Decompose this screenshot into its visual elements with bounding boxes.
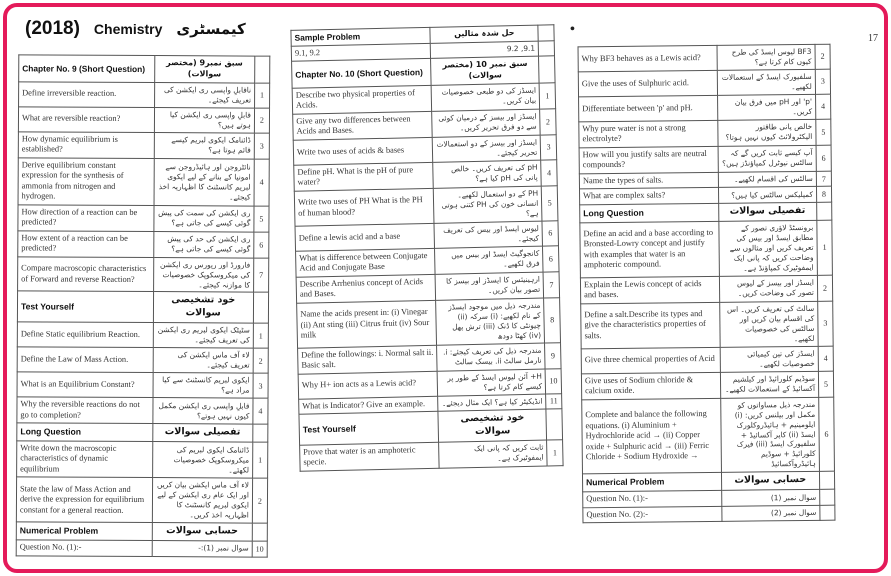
subject-title: Chemistry	[93, 21, 163, 37]
question-text-english: Define an acid and a base according to Bronsted-Lowry concept and justify with examples that water is an amphoteric compound.	[580, 221, 719, 277]
question-text-urdu: تفصیلی سوالات	[718, 202, 816, 221]
question-text-english: How will you justify salts are neutral compounds?	[579, 146, 718, 173]
question-text-english: Compare macroscopic characteristics of Forward and reverse Reaction?	[18, 256, 154, 292]
question-text-english: Explain the Lewis concept of acids and bases.	[580, 276, 719, 303]
question-text-english: Give uses of Sodium chloride & calcium oxide.	[581, 372, 720, 399]
question-text-english: Why BF3 behaves as a Lewis acid?	[578, 45, 717, 71]
question-number: 3	[253, 373, 268, 398]
question-number: 10	[252, 541, 267, 557]
question-number: 6	[542, 221, 558, 246]
question-number	[538, 25, 554, 41]
question-text-english: Define a lewis acid and a base	[295, 223, 435, 251]
question-row	[581, 301, 833, 349]
question-number: 3	[818, 301, 834, 346]
question-row	[17, 397, 268, 424]
question-number: 2	[254, 108, 269, 133]
question-text-english: Define the Law of Mass Action.	[17, 347, 153, 373]
question-text-urdu: ایسڈز اور بیسز کے لیوس تصور کی وضاحت کریں۔	[719, 275, 818, 302]
question-row	[580, 220, 833, 278]
column-chapter-10-continued	[578, 44, 836, 524]
question-row	[579, 94, 831, 122]
question-text-urdu: خود تشخیصی سوالات	[438, 409, 546, 442]
question-text-urdu: سوال نمبر (1):-	[152, 541, 252, 557]
chapter-header-row	[19, 55, 270, 83]
question-row	[294, 186, 558, 226]
question-number: 4	[254, 159, 269, 206]
question-number: 2	[252, 478, 267, 523]
question-text-urdu: حسابی سوالات	[721, 472, 819, 491]
question-row	[583, 505, 835, 523]
question-text-urdu: حل شدہ مثالیں	[430, 25, 538, 43]
question-text-urdu: فارورڈ اور ریورس ری ایکشن کی میکروسکوپک خصوصیات کا موازنہ کیجئے۔	[153, 257, 254, 292]
question-number: 3	[254, 133, 269, 159]
question-text-english: Question No. (1):-	[16, 540, 152, 556]
question-text-english: Numerical Problem	[16, 522, 152, 541]
question-text-urdu: ایکوی لبریم کانسٹنٹ سے کیا مراد ہے؟	[153, 373, 254, 398]
question-text-english: Give the uses of Sulphuric acid.	[578, 70, 717, 96]
question-text-urdu: آپ کیسے ثابت کریں گے کہ سالٹس نیوٹرل کمپاؤنڈز ہیں؟	[718, 145, 817, 172]
question-text-english: Why the reversible reactions do not go to completion?	[17, 397, 153, 424]
question-text-urdu: ایسڈز اور بیسز کے دو استعمالات تحریر کیجئے۔	[433, 135, 541, 162]
question-text-english: Prove that water is an amphoteric specie.	[300, 442, 440, 471]
question-text-english: State the law of Mass Action and derive the expression for equilibrium constant for a general reaction.	[16, 477, 152, 523]
question-text-english: 9.1, 9.2	[291, 43, 431, 61]
question-row	[582, 397, 835, 475]
question-text-english: Numerical Problem	[582, 473, 721, 492]
question-text-english: Give three chemical properties of Acid	[581, 347, 720, 373]
question-text-urdu: ارہینیئس کا ایسڈز اور بیسز کا تصور بیان کریں۔	[435, 272, 543, 300]
question-text-urdu: سوال نمبر (1)	[721, 490, 819, 507]
question-text-urdu: سوڈیم کلورائیڈ اور کیلشیم آکسائیڈ کے استعمالات لکھیے۔	[720, 371, 819, 398]
question-text-urdu: 9.1, 9.2	[431, 41, 539, 59]
question-row	[581, 346, 833, 374]
question-text-urdu: خالص پانی طاقتور الیکٹرولائٹ کیوں نہیں ہوتا؟	[717, 119, 816, 146]
question-text-urdu: ثابت کریں کہ پانی ایک ایمفوٹیرک ہے۔	[439, 440, 547, 468]
question-text-urdu: pH کی تعریف کریں۔ خالص پانی کی pH کیا ہے؟	[433, 160, 541, 188]
question-text-urdu: برونسٹڈ لاؤری تصور کے مطابق ایسڈ اور بیس کی تعریف کریں اور مثالوں سے وضاحت کریں کہ پانی ایک ایمفوٹیرک کمپاؤنڈ ہے۔	[718, 220, 817, 276]
question-number	[819, 472, 834, 490]
question-number: 1	[539, 83, 555, 109]
question-row	[297, 298, 561, 348]
question-text-english: What is Indicator? Give an example.	[299, 396, 439, 414]
question-text-urdu: ناقابلِ واپسی ری ایکشن کی تعریف کیجئے۔	[154, 82, 255, 107]
question-number: 4	[815, 94, 830, 119]
question-text-english: Test Yourself	[17, 291, 153, 322]
question-number: 1	[253, 323, 268, 348]
question-number: 1	[547, 440, 563, 466]
question-number: 1	[253, 442, 268, 479]
question-text-urdu: مندرجہ ذیل مساواتوں کو مکمل اور بیلنس کریں: (i) ایلومینیم + ہائیڈروکلورک ایسڈ (ii) کاپر آکسائیڈ + سلفیورک ایسڈ (iii) فیرک کلورائیڈ + سوڈیم ہائیڈروآکسائیڈ	[720, 397, 819, 473]
question-text-english: Long Question	[580, 203, 719, 222]
question-text-english: Chapter No. 10 (Short Question)	[292, 59, 432, 89]
question-text-english: Define irreversible reaction.	[19, 81, 155, 107]
question-text-english: Define pH. What is the pH of pure water?	[294, 162, 434, 191]
question-text-urdu: BF3 لیوس ایسڈ کی طرح کیوں کام کرتا ہے؟	[717, 44, 816, 70]
column-chapter-9	[16, 54, 271, 557]
question-number	[252, 523, 267, 541]
question-row	[17, 441, 268, 479]
question-text-english: Sample Problem	[291, 27, 431, 46]
question-number: 2	[815, 44, 830, 69]
page-frame	[3, 3, 888, 573]
question-number: 7	[816, 171, 831, 187]
question-row	[18, 131, 269, 158]
exam-year: (2018)	[25, 18, 80, 39]
question-number: 3	[815, 69, 830, 94]
question-text-english: Write down the macroscopic characteristics of dynamic equilibrium	[17, 441, 153, 478]
question-number: 5	[254, 206, 269, 232]
question-text-urdu: ایسڈز اور بیسز کے درمیان کوئی سے دو فرق تحریر کریں۔	[432, 109, 540, 137]
question-text-english: How direction of a reaction can be predicted?	[18, 204, 154, 231]
question-number: 4	[541, 160, 557, 186]
question-text-english: Define the followings: i. Normal salt ii. Basic salt.	[298, 345, 438, 374]
question-row	[18, 230, 269, 257]
question-number: 6	[254, 232, 269, 258]
question-row	[578, 69, 830, 97]
question-text-urdu: ڈائنامک ایکوی لبریم کیسے قائم ہوتا ہے؟	[154, 132, 255, 159]
question-number	[253, 293, 268, 324]
question-number: 2	[817, 275, 832, 301]
question-text-english: Name the acids present in: (i) Vinegar (ii) Ant sting (iii) Citrus fruit (iv) Sour milk	[297, 300, 437, 348]
question-text-english: Describe two physical properties of Acids.	[292, 85, 432, 114]
section-header-row	[17, 423, 268, 442]
question-text-urdu: سالٹس کی اقسام لکھیے۔	[718, 171, 816, 188]
question-text-urdu: سوال نمبر (2)	[721, 505, 819, 522]
question-number: 5	[816, 119, 831, 145]
scan-dot: •	[570, 22, 575, 37]
question-row	[18, 256, 269, 292]
question-number	[817, 202, 832, 220]
question-number: 1	[254, 83, 269, 108]
question-text-urdu: PH کے دو استعمال لکھیے۔ انسانی خون کی PH کتنی ہوتی ہے؟	[434, 186, 543, 223]
question-text-english: Write two uses of PH What is the PH of human blood?	[294, 188, 434, 226]
question-number: 11	[546, 393, 562, 409]
question-text-urdu: قابلِ واپسی ری ایکشن کیا ہوتے ہیں؟	[154, 107, 255, 132]
question-text-english: Differentiate between 'p' and pH.	[579, 95, 718, 121]
question-row	[18, 157, 269, 205]
question-text-english: Why pure water is not a strong electrolyte?	[579, 120, 718, 147]
question-number	[820, 505, 835, 521]
question-number: 6	[819, 397, 835, 472]
question-text-urdu: تفصیلی سوالات	[152, 424, 252, 442]
question-number	[253, 424, 268, 442]
column-chapter-10	[290, 24, 563, 471]
question-text-urdu: سلفیورک ایسڈ کے استعمالات لکھیے۔	[717, 69, 816, 95]
question-text-english: What is difference between Conjugate Acid and Conjugate Base	[296, 248, 436, 277]
question-number: 6	[816, 145, 831, 171]
question-number	[539, 56, 555, 83]
question-number: 5	[818, 371, 833, 397]
question-row	[18, 106, 269, 132]
question-text-english: Give any two differences between Acids and Bases.	[293, 111, 433, 140]
question-text-urdu: ری ایکشن کی سمت کی پیش گوئی کیسے کی جاتی ہے؟	[153, 205, 254, 232]
question-text-english: What are reversible reaction?	[18, 106, 154, 132]
question-text-english: What are complex salts?	[580, 188, 719, 205]
question-text-urdu: H+ آئن لیوس ایسڈ کے طور پر کیسے کام کرتا ہے؟	[437, 369, 545, 396]
question-number	[255, 56, 270, 83]
question-text-urdu: خود تشخیصی سوالات	[153, 292, 254, 323]
question-text-urdu: کانجوگیٹ ایسڈ اور بیس میں فرق لکھیے۔	[435, 246, 543, 274]
question-row	[17, 322, 268, 348]
question-text-english: Write two uses of acids & bases	[293, 137, 433, 165]
question-number: 10	[545, 368, 561, 393]
question-number: 9	[545, 342, 561, 368]
question-text-english: Question No. (2):-	[583, 506, 722, 523]
question-number: 3	[540, 135, 556, 160]
question-number: 2	[253, 348, 268, 373]
section-header-row	[16, 522, 267, 541]
question-text-urdu: لاء آف ماس ایکشن بیان کریں اور ایک عام ری ایکشن کے لیے ایکوی لبریم کانسٹنٹ کا اظہاریہ اخذ کریں۔	[152, 478, 253, 523]
question-text-english: How extent of a reaction can be predicted?	[18, 230, 154, 257]
question-number: 8	[816, 187, 831, 203]
question-text-english: Why H+ ion acts as a Lewis acid?	[298, 371, 438, 399]
question-number: 8	[544, 298, 561, 343]
question-row	[581, 371, 833, 400]
question-text-urdu: سبق نمبر 10 (مختصر سوالات)	[431, 56, 539, 85]
question-text-urdu: قابلِ واپسی ری ایکشن مکمل کیوں نہیں ہوتے؟	[152, 398, 253, 425]
question-text-english: Chapter No. 9 (Short Question)	[19, 55, 155, 82]
subject-title-urdu: کیمسٹری	[176, 20, 246, 38]
question-text-english: Name the types of salts.	[579, 172, 718, 189]
page-header	[25, 17, 246, 41]
question-text-urdu: مندرجہ ذیل میں موجود ایسڈز کے نام لکھیے: (i) سرکہ (ii) چیونٹی کا ڈنک (iii) ترش پھل (iv) کھٹا دودھ	[436, 298, 545, 345]
question-row	[579, 119, 831, 148]
question-text-english: Test Yourself	[299, 411, 439, 445]
question-number	[538, 41, 554, 57]
question-text-urdu: ایسڈز کی تین کیمیائی خصوصیات لکھیے۔	[720, 346, 819, 372]
question-row	[19, 81, 270, 107]
question-number: 7	[543, 272, 559, 298]
question-text-urdu: ری ایکشن کی حد کی پیش گوئی کیسے کی جاتی ہے؟	[153, 231, 254, 258]
question-number: 1	[817, 220, 833, 275]
question-text-urdu: انڈیکیٹر کیا ہے؟ ایک مثال دیجئے۔	[438, 394, 546, 412]
question-text-english: Complete and balance the following equations. (i) Aluminium + Hydrochloride acid → (ii) Copper oxide + Sulphuric acid → (iii) Ferric Chloride + Sodium Hydroxide →	[582, 398, 721, 474]
question-number: 7	[254, 258, 269, 293]
question-number	[820, 489, 835, 505]
question-number: 4	[818, 346, 833, 371]
question-number	[546, 409, 562, 440]
question-text-urdu: ایسڈز کی دو طبعی خصوصیات بیان کریں۔	[431, 83, 539, 111]
question-text-urdu: کمپلیکس سالٹس کیا ہیں؟	[718, 187, 816, 204]
question-table-chapter-10-continued	[578, 44, 836, 524]
question-number: 6	[543, 246, 559, 272]
question-number: 2	[540, 109, 556, 135]
question-row	[17, 347, 268, 373]
question-row	[579, 145, 831, 174]
question-number: 4	[253, 398, 268, 424]
question-row	[16, 540, 267, 557]
question-text-urdu: نائٹروجن اور ہائیڈروجن سے امونیا کے بنانے کے لیے ایکوی لبریم کانسٹنٹ کا اظہاریہ اخذ کیجئے۔	[154, 158, 255, 206]
question-table-chapter-10	[290, 24, 563, 471]
question-text-urdu: سالٹ کی تعریف کریں۔ اس کی اقسام بیان کریں اور سالٹس کی خصوصیات لکھیے۔	[719, 301, 818, 347]
question-text-english: Describe Arrhenius concept of Acids and Bases.	[296, 274, 436, 303]
question-text-urdu: لیوس ایسڈ اور بیس کی تعریف کیجئے۔	[434, 221, 542, 248]
question-text-urdu: لاء آف ماس ایکشن کی تعریف کیجئے۔	[153, 348, 254, 373]
question-text-english: How dynamic equilibrium is established?	[18, 131, 154, 158]
page-number: 17	[868, 33, 878, 44]
question-text-urdu: حسابی سوالات	[152, 523, 252, 541]
question-row	[578, 44, 830, 72]
question-row	[300, 440, 563, 472]
question-text-urdu: سبق نمبر9 (مختصر سوالات)	[154, 56, 255, 83]
question-text-urdu: 'p' اور pH میں فرق بیان کریں۔	[717, 94, 816, 120]
section-header-row	[17, 291, 268, 323]
question-text-urdu: مندرجہ ذیل کی تعریف کیجئے: i. نارمل سالٹ ii. بیسک سالٹ	[437, 343, 545, 371]
question-row	[580, 275, 832, 304]
question-text-english: Define a salt.Describe its types and give the characteristics properties of salts.	[581, 302, 720, 348]
question-text-english: Long Question	[17, 423, 153, 442]
question-number: 5	[541, 186, 558, 221]
question-text-english: Define Static equilibrium Reaction.	[17, 322, 153, 348]
question-row	[18, 204, 269, 231]
question-text-english: Derive equilibrium constant expression for the synthesis of ammonia from nitrogen and hydrogen.	[18, 157, 154, 205]
question-text-urdu: ڈائنامک ایکوی لبریم کی میکروسکوپک خصوصیات لکھئے۔	[152, 441, 253, 478]
question-table-chapter-9	[16, 54, 271, 557]
question-row	[17, 372, 268, 398]
question-row	[16, 477, 267, 523]
question-text-urdu: سٹیٹک ایکوی لبریم ری ایکشن کی تعریف کیجئے۔	[153, 323, 254, 348]
question-text-english: What is an Equilibrium Constant?	[17, 372, 153, 398]
question-text-english: Question No. (1):-	[583, 491, 722, 508]
